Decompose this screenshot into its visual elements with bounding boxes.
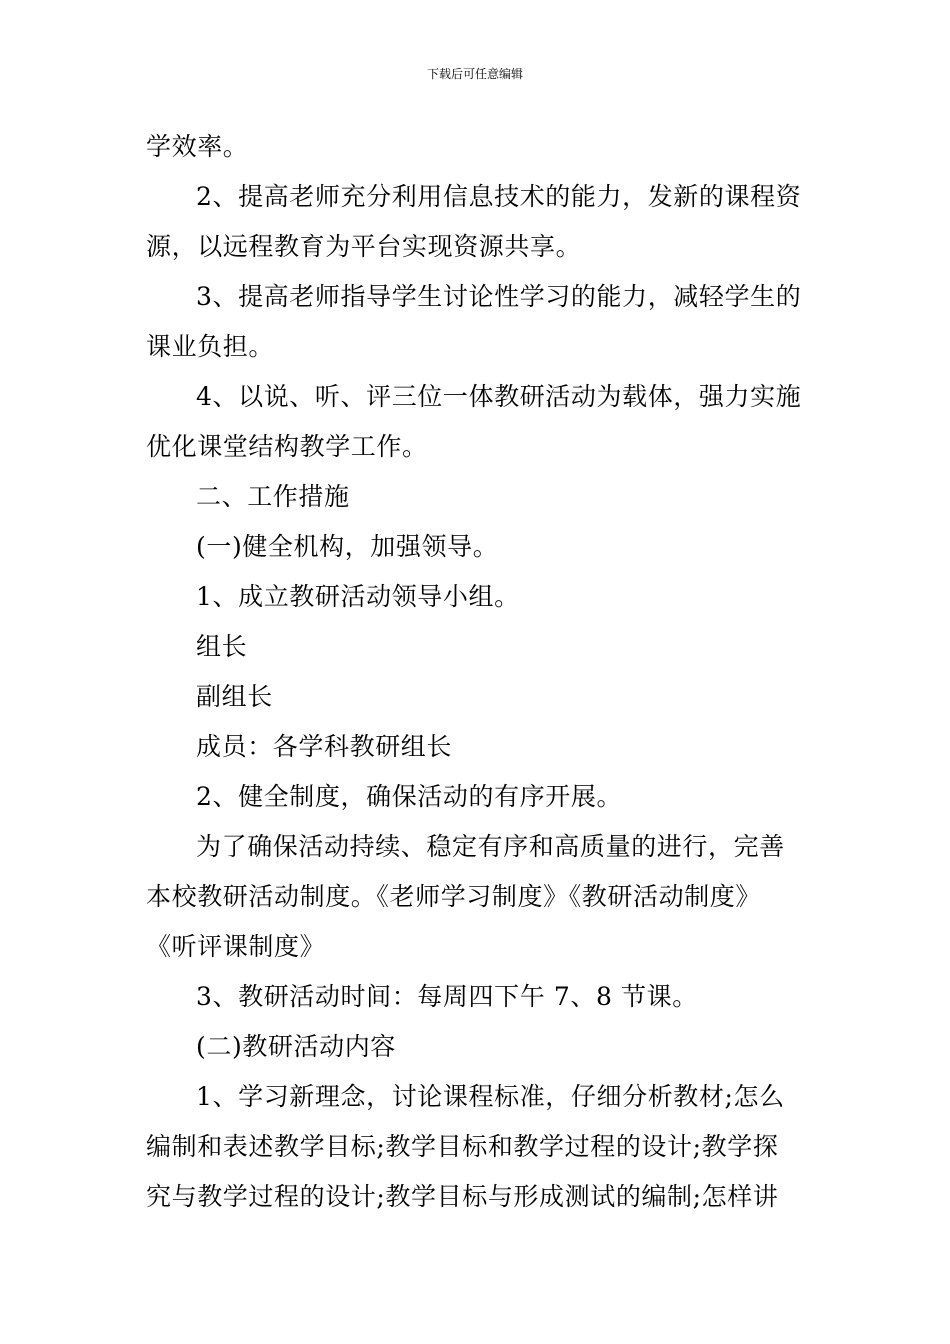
text-line: 课业负担。 <box>146 332 275 361</box>
text-line: 《听评课制度》 <box>146 932 326 961</box>
text-line: 副组长 <box>196 682 273 711</box>
text-line: (一)健全机构，加强领导。 <box>196 532 499 561</box>
text-line: (二)教研活动内容 <box>196 1032 396 1061</box>
text-line: 1、成立教研活动领导小组。 <box>196 582 520 611</box>
text-line: 3、教研活动时间：每周四下午 7、8 节课。 <box>196 982 698 1011</box>
text-line: 究与教学过程的设计;教学目标与形成测试的编制;怎样讲 <box>146 1182 779 1211</box>
text-line: 3、提高老师指导学生讨论性学习的能力，减轻学生的 <box>196 282 802 311</box>
text-line: 2、提高老师充分利用信息技术的能力，发新的课程资 <box>196 182 802 211</box>
page-header: 下载后可任意编辑 <box>426 67 523 81</box>
text-line: 4、以说、听、评三位一体教研活动为载体，强力实施 <box>196 382 802 411</box>
text-line: 为了确保活动持续、稳定有序和高质量的进行，完善 <box>196 832 785 861</box>
document-body <box>146 122 808 1222</box>
text-line: 编制和表述教学目标;教学目标和教学过程的设计;教学探 <box>146 1132 779 1161</box>
text-line: 学效率。 <box>146 132 249 161</box>
text-line: 本校教研活动制度。《老师学习制度》《教研活动制度》 <box>146 882 762 911</box>
text-line: 2、健全制度，确保活动的有序开展。 <box>196 782 623 811</box>
text-line: 优化课堂结构教学工作。 <box>146 432 428 461</box>
text-line: 组长 <box>196 632 248 661</box>
text-line: 源，以远程教育为平台实现资源共享。 <box>146 232 582 261</box>
text-line: 成员：各学科教研组长 <box>196 732 453 761</box>
text-line: 二、工作措施 <box>196 482 350 511</box>
text-line: 1、学习新理念，讨论课程标准，仔细分析教材;怎么 <box>196 1082 785 1111</box>
